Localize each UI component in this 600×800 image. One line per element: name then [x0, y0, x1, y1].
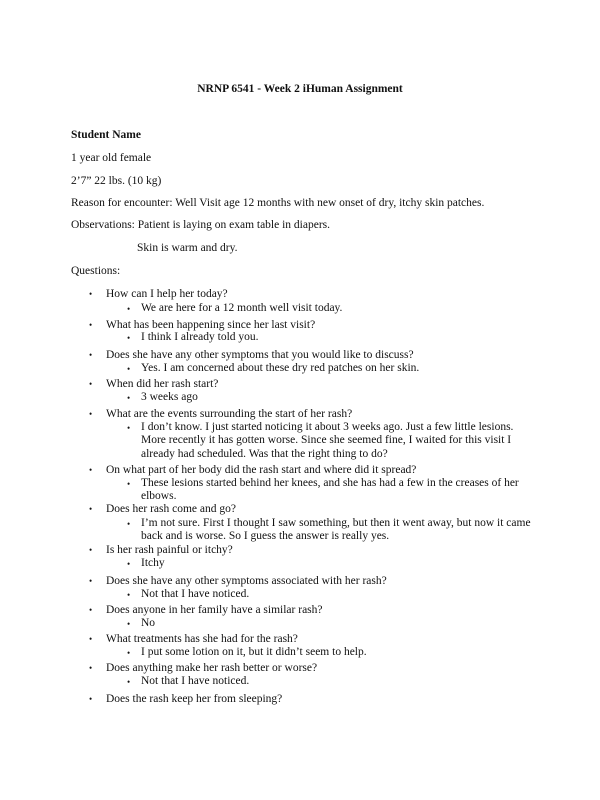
answer-text: Itchy	[141, 557, 165, 569]
answer-text: I’m not sure. First I thought I saw something, but then it went away, but now it came back and is worse. So I guess the answer is really yes.	[141, 517, 531, 543]
answer-bullet: •	[127, 559, 131, 569]
question-text: What are the events surrounding the start of her rash?	[106, 408, 353, 420]
patient-age: 1 year old female	[71, 152, 152, 164]
answer-text: Not that I have noticed.	[141, 675, 250, 687]
answer-text: 3 weeks ago	[141, 391, 198, 403]
question-text: What has been happening since her last visit?	[106, 319, 316, 331]
question-bullet: •	[89, 545, 93, 555]
skin-observation: Skin is warm and dry.	[137, 242, 238, 254]
answer-bullet: •	[127, 677, 131, 687]
answer-text: I think I already told you.	[141, 331, 259, 343]
student-name: Student Name	[71, 129, 141, 141]
questions-label: Questions:	[71, 265, 121, 277]
answer-bullet: •	[127, 364, 131, 374]
question-text: Does her rash come and go?	[106, 503, 236, 515]
question-text: Does she have any other symptoms associated with her rash?	[106, 575, 387, 587]
answer-bullet: •	[127, 590, 131, 600]
answer-bullet: •	[127, 423, 131, 433]
answer-text: I put some lotion on it, but it didn’t seem to help.	[141, 646, 367, 658]
question-text: When did her rash start?	[106, 378, 219, 390]
question-bullet: •	[89, 409, 93, 419]
question-bullet: •	[89, 289, 93, 299]
question-bullet: •	[89, 320, 93, 330]
question-bullet: •	[89, 663, 93, 673]
answer-text: Not that I have noticed.	[141, 588, 250, 600]
question-text: Does the rash keep her from sleeping?	[106, 693, 283, 705]
answer-bullet: •	[127, 304, 131, 314]
question-text: On what part of her body did the rash start and where did it spread?	[106, 464, 417, 476]
question-text: Is her rash painful or itchy?	[106, 544, 233, 556]
answer-bullet: •	[127, 333, 131, 343]
answer-bullet: •	[127, 519, 131, 529]
answer-text: I don’t know. I just started noticing it about 3 weeks ago. Just a few little lesions. More recently it has gotten worse. Since she seemed fine, I waited for this visit I already had scheduled. Was that the right thing to do?	[141, 421, 514, 460]
answer-bullet: •	[127, 393, 131, 403]
question-text: Does she have any other symptoms that you would like to discuss?	[106, 349, 414, 361]
question-bullet: •	[89, 379, 93, 389]
answer-text: These lesions started behind her knees, and she has had a few in the creases of her elbows.	[141, 477, 519, 503]
answer-text: Yes. I am concerned about these dry red patches on her skin.	[141, 362, 420, 374]
answer-bullet: •	[127, 619, 131, 629]
question-bullet: •	[89, 350, 93, 360]
answer-bullet: •	[127, 479, 131, 489]
question-bullet: •	[89, 605, 93, 615]
reason-for-encounter: Reason for encounter: Well Visit age 12 months with new onset of dry, itchy skin patches.	[71, 197, 485, 209]
question-text: How can I help her today?	[106, 288, 228, 300]
question-bullet: •	[89, 576, 93, 586]
question-bullet: •	[89, 694, 93, 704]
answer-text: No	[141, 617, 156, 629]
question-text: Does anything make her rash better or worse?	[106, 662, 318, 674]
question-text: What treatments has she had for the rash?	[106, 633, 298, 645]
question-bullet: •	[89, 504, 93, 514]
observations: Observations: Patient is laying on exam table in diapers.	[71, 219, 331, 231]
question-bullet: •	[89, 465, 93, 475]
patient-size: 2’7” 22 lbs. (10 kg)	[71, 175, 162, 187]
document-title: NRNP 6541 - Week 2 iHuman Assignment	[197, 83, 403, 95]
question-bullet: •	[89, 634, 93, 644]
answer-bullet: •	[127, 648, 131, 658]
question-text: Does anyone in her family have a similar rash?	[106, 604, 323, 616]
answer-text: We are here for a 12 month well visit today.	[141, 302, 343, 314]
